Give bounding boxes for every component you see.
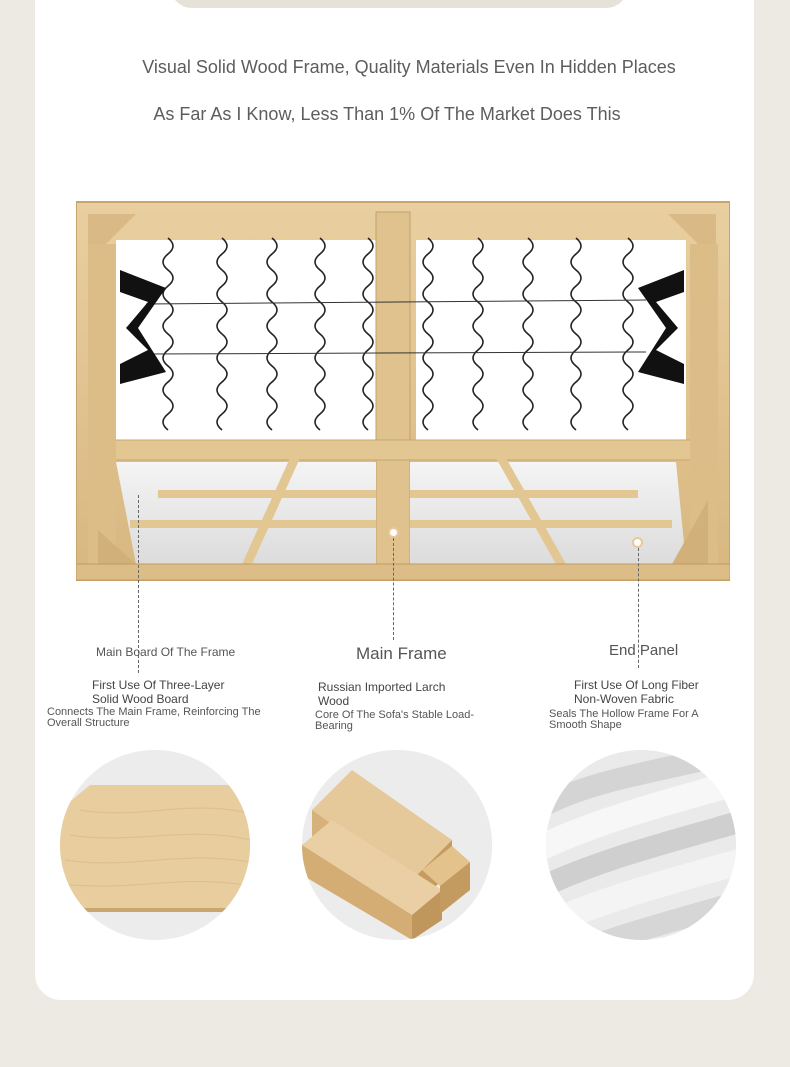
non-woven-fabric-image [546, 750, 736, 940]
feature-desc-main-frame: Core Of The Sofa's Stable Load-Bearing [315, 709, 475, 732]
sofa-frame-graphic [76, 200, 730, 582]
headline-secondary: As Far As I Know, Less Than 1% Of The Market Does This [153, 104, 621, 124]
feature-material-end-panel: First Use Of Long Fiber Non-Woven Fabric [574, 678, 699, 706]
plywood-board-image [60, 750, 250, 940]
feature-title-main-board: Main Board Of The Frame [96, 645, 236, 659]
feature-title-main-frame: Main Frame [356, 644, 447, 663]
hotspot-main-frame[interactable] [388, 527, 399, 538]
feature-material-main-board: First Use Of Three-Layer Solid Wood Board [92, 678, 225, 706]
feature-desc-main-board: Connects The Main Frame, Reinforcing The Overall Structure [47, 706, 261, 729]
feature-material-main-frame: Russian Imported Larch Wood [318, 680, 446, 708]
feature-title-end-panel: End Panel [609, 642, 679, 659]
feature-desc-end-panel: Seals The Hollow Frame For A Smooth Shape [549, 708, 698, 731]
top-decorative-pill [170, 0, 628, 8]
hotspot-end-panel[interactable] [632, 537, 643, 548]
headline-primary: Visual Solid Wood Frame, Quality Materials Even In Hidden Places [142, 57, 676, 77]
sofa-frame-illustration [76, 200, 730, 582]
leader-line-main-frame [393, 538, 394, 640]
larch-wood-beams-image [302, 750, 492, 940]
